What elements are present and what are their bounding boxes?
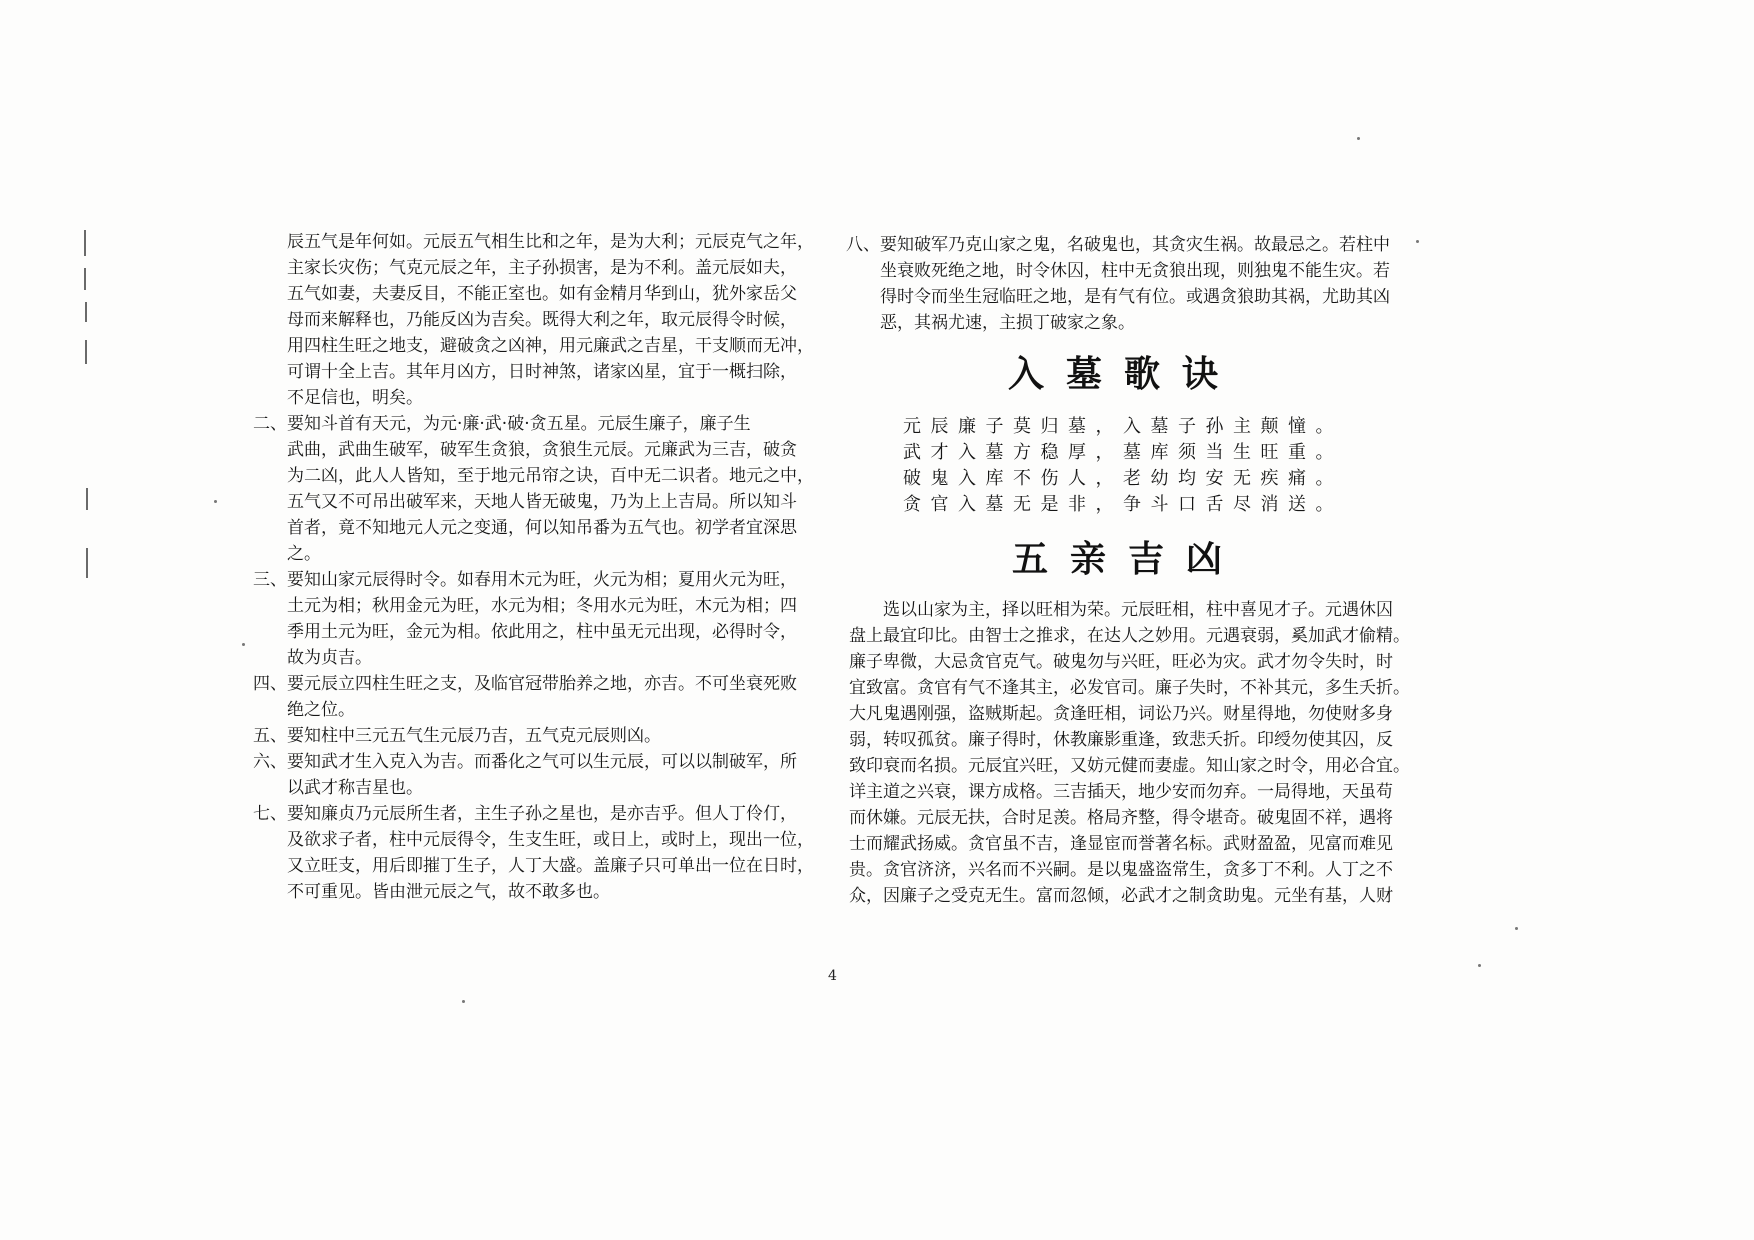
text-line: 五气如妻，夫妻反目，不能正室也。如有金精月华到山，犹外家岳父	[287, 284, 797, 304]
left-column	[253, 229, 833, 905]
scan-mark	[86, 488, 88, 510]
paragraph-line: 众，因廉子之受克无生。富而忽倾，必武才之制贪助鬼。元坐有基，人财	[849, 886, 1393, 906]
verse-line: 贪官入墓无是非，争斗口舌尽消送。	[903, 494, 1343, 515]
list-item-4	[253, 671, 833, 723]
item-line: 故为贞吉。	[287, 648, 372, 668]
text-line: 主家长灾伤；气克元辰之年，主子孙损害，是为不利。盖元辰如夫，	[287, 258, 797, 278]
paragraph-line: 廉子卑微，大忌贪官克气。破鬼勿与兴旺，旺必为灾。武才勿令失时，时	[849, 652, 1393, 672]
body-paragraph	[849, 597, 1425, 909]
list-item-6	[253, 749, 833, 801]
item-line: 不可重见。皆由泄元辰之气，故不敢多也。	[287, 882, 610, 902]
list-item-2	[253, 411, 833, 567]
item-line: 坐衰败死绝之地，时令休囚，柱中无贪狼出现，则独鬼不能生灾。若	[880, 261, 1390, 281]
item-line: 又立旺支，用后即摧丁生子，人丁大盛。盖廉子只可单出一位在日时，	[287, 856, 814, 876]
item-line: 土元为相；秋用金元为旺，水元为相；冬用水元为旺，木元为相；四	[287, 596, 797, 616]
paragraph-line: 而休嫌。元辰无扶，合时足羡。格局齐整，得令堪奇。破鬼固不祥，遇将	[849, 808, 1393, 828]
scan-speck	[242, 643, 245, 646]
verse-line: 武才入墓方稳厚，墓库须当生旺重。	[903, 442, 1343, 463]
verse-line: 破鬼入库不伤人，老幼均安无疾痛。	[903, 468, 1343, 489]
paragraph-line: 大凡鬼遇刚强，盗贼斯起。贪逢旺相，词讼乃兴。财星得地，勿使财多身	[849, 704, 1393, 724]
scan-mark	[85, 302, 87, 322]
paragraph-line: 致印衰而名损。元辰宜兴旺，又妨元健而妻虚。知山家之时令，用必合宜。	[849, 756, 1410, 776]
verse-block	[903, 414, 1383, 518]
paragraph-line: 弱，转叹孤贫。廉子得时，休教廉影重逢，致悲夭折。印绶勿使其囚，反	[849, 730, 1393, 750]
item-line: 八、要知破军乃克山家之鬼，名破鬼也，其贪灾生祸。故最忌之。若柱中	[846, 235, 1390, 255]
paragraph-line: 士而耀武扬威。贪官虽不吉，逢显宦而誉著名标。武财盈盈，见富而难见	[849, 834, 1393, 854]
text-line: 可谓十全上吉。其年月凶方，日时神煞，诸家凶星，宜于一概扫除，	[287, 362, 797, 382]
item-line: 四、要元辰立四柱生旺之支，及临官冠带胎养之地，亦吉。不可坐衰死败	[253, 674, 797, 694]
right-column-item-8	[846, 232, 1422, 336]
paragraph-line: 盘上最宜印比。由智士之推求，在达人之妙用。元遇衰弱，奚加武才偷精。	[849, 626, 1410, 646]
paragraph-line: 详主道之兴衰，课方成格。三吉插天，地少安而勿弃。一局得地，天虽苟	[849, 782, 1393, 802]
paragraph-line: 选以山家为主，择以旺相为荣。元辰旺相，柱中喜见才子。元遇休囚	[883, 600, 1393, 620]
list-item-3	[253, 567, 833, 671]
item-line: 得时令而坐生冠临旺之地，是有气有位。或遇贪狼助其祸，尤助其凶	[880, 287, 1390, 307]
item-line: 季用土元为旺，金元为相。依此用之，柱中虽无元出现，必得时令，	[287, 622, 797, 642]
section-heading: 五亲吉凶	[1012, 538, 1245, 580]
scan-speck	[214, 500, 217, 503]
item-line: 为二凶，此人人皆知，至于地元吊帘之诀，百中无二识者。地元之中，	[287, 466, 814, 486]
item-line: 之。	[287, 544, 321, 564]
list-item-5	[253, 723, 833, 749]
page-number: 4	[828, 968, 837, 984]
item-line: 恶，其祸尤速，主损丁破家之象。	[880, 313, 1135, 333]
item-line: 以武才称吉星也。	[287, 778, 423, 798]
scan-speck	[1515, 927, 1518, 930]
item-line: 五气又不可吊出破军来，天地人皆无破鬼，乃为上上吉局。所以知斗	[287, 492, 797, 512]
item-line: 及欲求子者，柱中元辰得令，生支生旺，或日上，或时上，现出一位，	[287, 830, 814, 850]
scan-speck	[1478, 964, 1481, 967]
text-line: 辰五气是年何如。元辰五气相生比和之年，是为大利；元辰克气之年，	[287, 232, 814, 252]
scan-mark	[86, 548, 88, 578]
text-line: 不足信也，明矣。	[287, 388, 423, 408]
item-line: 首者，竟不知地元人元之变通，何以知吊番为五气也。初学者宜深思	[287, 518, 797, 538]
section-heading: 入墓歌诀	[1008, 353, 1241, 395]
item-line: 六、要知武才生入克入为吉。而番化之气可以生元辰，可以以制破军，所	[253, 752, 797, 772]
paragraph-line: 贵。贪官济济，兴名而不兴嗣。是以鬼盛盗常生，贪多丁不利。人丁之不	[849, 860, 1393, 880]
scan-speck	[1357, 137, 1360, 140]
item-line: 二、要知斗首有天元，为元·廉·武·破·贪五星。元辰生廉子，廉子生	[253, 414, 751, 434]
item-line: 三、要知山家元辰得时令。如春用木元为旺，火元为相；夏用火元为旺，	[253, 570, 797, 590]
paragraph-line: 宜致富。贪官有气不逢其主，必发官司。廉子失时，不补其元，多生夭折。	[849, 678, 1410, 698]
scan-mark	[84, 230, 86, 256]
item-line: 武曲，武曲生破军，破军生贪狼，贪狼生元辰。元廉武为三吉，破贪	[287, 440, 797, 460]
scan-mark	[85, 340, 87, 364]
text-line: 用四柱生旺之地支，避破贪之凶神，用元廉武之吉星，干支顺而无冲，	[287, 336, 814, 356]
item-line: 绝之位。	[287, 700, 355, 720]
list-item-7	[253, 801, 833, 905]
scan-mark	[84, 268, 86, 290]
list-item-8	[846, 232, 1422, 336]
scan-speck	[462, 1000, 465, 1003]
text-line: 母而来解释也，乃能反凶为吉矣。既得大利之年，取元辰得令时候，	[287, 310, 797, 330]
verse-line: 元辰廉子莫归墓，入墓子孙主颠憧。	[903, 416, 1343, 437]
continued-paragraph	[253, 229, 833, 411]
item-line: 七、要知廉贞乃元辰所生者，主生子孙之星也，是亦吉乎。但人丁伶仃，	[253, 804, 797, 824]
item-line: 五、要知柱中三元五气生元辰乃吉，五气克元辰则凶。	[253, 726, 661, 746]
